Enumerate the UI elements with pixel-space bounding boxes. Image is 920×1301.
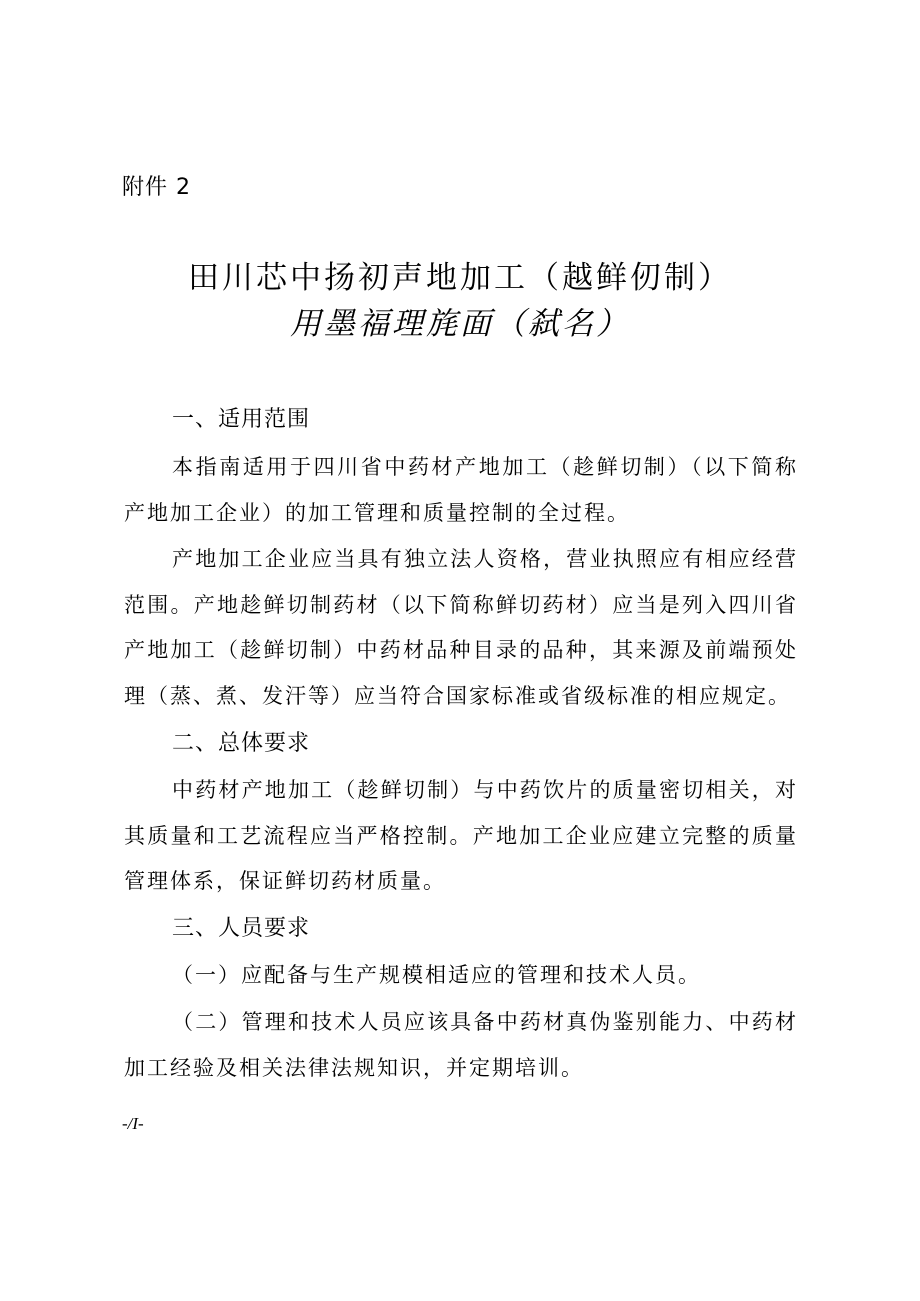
attachment-label: 附件 2: [122, 175, 191, 200]
paragraph-general-requirements: 中药材产地加工（趁鲜切制）与中药饮片的质量密切相关，对其质量和工艺流程应当严格控制。产地加工企业应建立完整的质量管理体系，保证鲜切药材质量。: [124, 778, 798, 893]
document-title-line-1: 田川芯中扬初声地加工（越鲜仞制）: [188, 260, 732, 296]
section-heading-scope: 一、适用范围: [172, 407, 311, 432]
paragraph-scope-2: 产地加工企业应当具有独立法人资格，营业执照应有相应经营范围。产地趁鲜切制药材（以下简称鲜切药材）应当是列入四川省产地加工（趁鲜切制）中药材品种目录的品种，其来源及前端预处理（蒸、煮、发汗等）应当符合国家标准或省级标准的相应规定。: [124, 547, 798, 708]
paragraph-personnel-2: （二）管理和技术人员应该具备中药材真伪鉴别能力、中药材加工经验及相关法律法规知识，并定期培训。: [124, 1010, 798, 1080]
page-number: -/I-: [122, 1114, 144, 1133]
document-title-line-2: 用墨福理旄面（弑名）: [290, 306, 630, 342]
section-heading-personnel-requirements: 三、人员要求: [172, 916, 311, 941]
paragraph-scope-1: 本指南适用于四川省中药材产地加工（趁鲜切制）（以下简称产地加工企业）的加工管理和质量控制的全过程。: [124, 455, 798, 525]
section-heading-general-requirements: 二、总体要求: [172, 731, 311, 756]
paragraph-personnel-1: （一）应配备与生产规模相适应的管理和技术人员。: [172, 963, 701, 987]
